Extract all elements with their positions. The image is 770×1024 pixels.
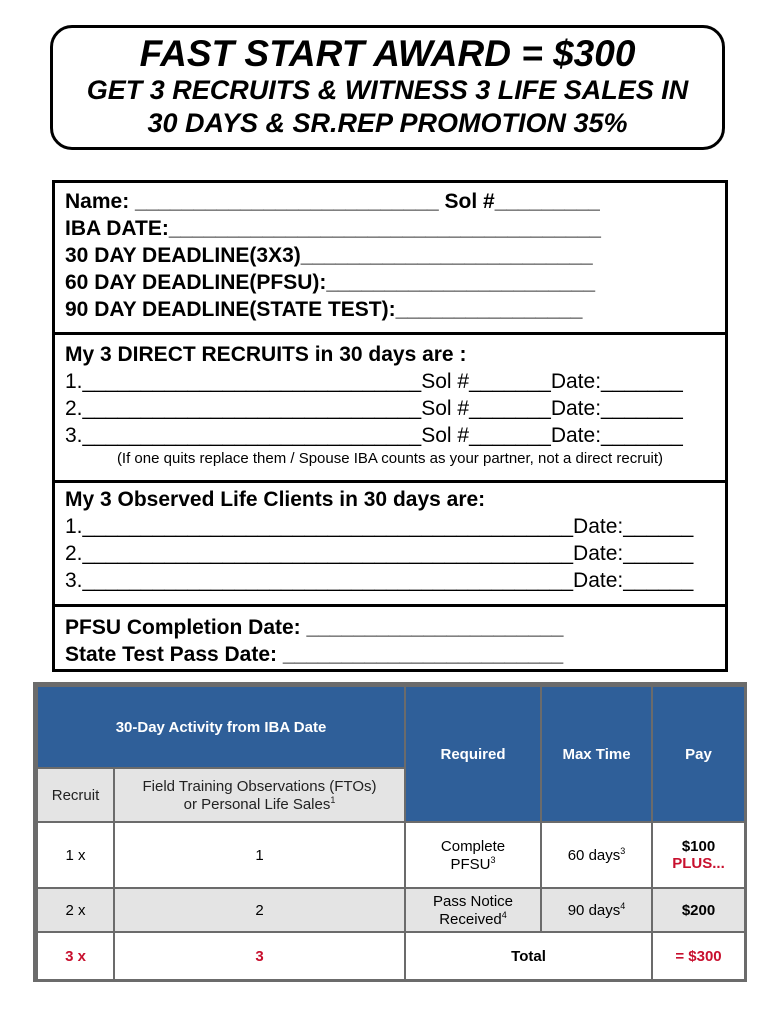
award-subtitle-line1: GET 3 RECRUITS & WITNESS 3 LIFE SALES IN — [86, 75, 689, 105]
subheader-fto: Field Training Observations (FTOs) or Personal Life Sales$^1$ — [114, 768, 405, 822]
header-pay: Pay — [652, 686, 745, 822]
row1-recruit: 1 x — [37, 822, 114, 888]
recruits-heading: My 3 DIRECT RECRUITS in 30 days are : — [65, 343, 467, 366]
recruit-field-1[interactable]: 1._____________________________Sol #_______Date:_______ — [65, 370, 683, 393]
award-subtitle-line2: 30 DAYS & SR.REP PROMOTION 35% — [147, 108, 628, 138]
recruits-section — [55, 335, 725, 483]
iba-date-field[interactable]: IBA DATE:_____________________________________ — [65, 217, 601, 240]
dates-section — [55, 607, 725, 672]
client-field-2[interactable]: 2.__________________________________________Date:______ — [65, 542, 694, 565]
award-title: FAST START AWARD = $300 — [139, 33, 636, 74]
total-label: Total — [405, 932, 652, 980]
row1-fto: 1 — [114, 822, 405, 888]
recruits-note: (If one quits replace them / Spouse IBA counts as your partner, not a direct recruit) — [116, 450, 664, 467]
award-table-frame — [33, 682, 747, 982]
pfsu-date-field[interactable]: PFSU Completion Date: ______________________ — [65, 616, 564, 639]
row2-fto: 2 — [114, 888, 405, 932]
header-required: Required — [405, 686, 541, 822]
header-max-time: Max Time — [541, 686, 652, 822]
row1-max-time: 60 days$^3$ — [541, 822, 652, 888]
row2-pay: $200 — [652, 888, 745, 932]
header-activity: 30-Day Activity from IBA Date — [37, 686, 405, 768]
total-row — [37, 932, 745, 980]
state-test-date-field[interactable]: State Test Pass Date: ________________________ — [65, 643, 564, 666]
info-section — [55, 183, 725, 335]
client-field-1[interactable]: 1.__________________________________________Date:______ — [65, 515, 694, 538]
recruit-field-2[interactable]: 2._____________________________Sol #_______Date:_______ — [65, 397, 683, 420]
deadline-60-field[interactable]: 60 DAY DEADLINE(PFSU):_______________________ — [65, 271, 596, 294]
total-recruit: 3 x — [37, 932, 114, 980]
client-field-3[interactable]: 3.__________________________________________Date:______ — [65, 569, 694, 592]
award-table — [36, 685, 746, 981]
row2-recruit: 2 x — [37, 888, 114, 932]
row1-required: Complete PFSU$^3$ — [405, 822, 541, 888]
total-pay: = $300 — [652, 932, 745, 980]
table-row — [37, 822, 745, 888]
row1-pay: $100 PLUS... — [652, 822, 745, 888]
award-form — [52, 180, 728, 672]
clients-heading: My 3 Observed Life Clients in 30 days are: — [65, 488, 486, 511]
total-fto: 3 — [114, 932, 405, 980]
award-title-box — [50, 25, 725, 150]
row2-required: Pass Notice Received$^4$ — [405, 888, 541, 932]
name-field[interactable]: Name: __________________________ Sol #_________ — [65, 190, 600, 213]
table-row — [37, 888, 745, 932]
subheader-recruit: Recruit — [37, 768, 114, 822]
row2-max-time: 90 days$^4$ — [541, 888, 652, 932]
deadline-90-field[interactable]: 90 DAY DEADLINE(STATE TEST):________________ — [65, 298, 583, 321]
deadline-30-field[interactable]: 30 DAY DEADLINE(3X3)_________________________ — [65, 244, 593, 267]
clients-section — [55, 483, 725, 607]
recruit-field-3[interactable]: 3._____________________________Sol #_______Date:_______ — [65, 424, 683, 447]
